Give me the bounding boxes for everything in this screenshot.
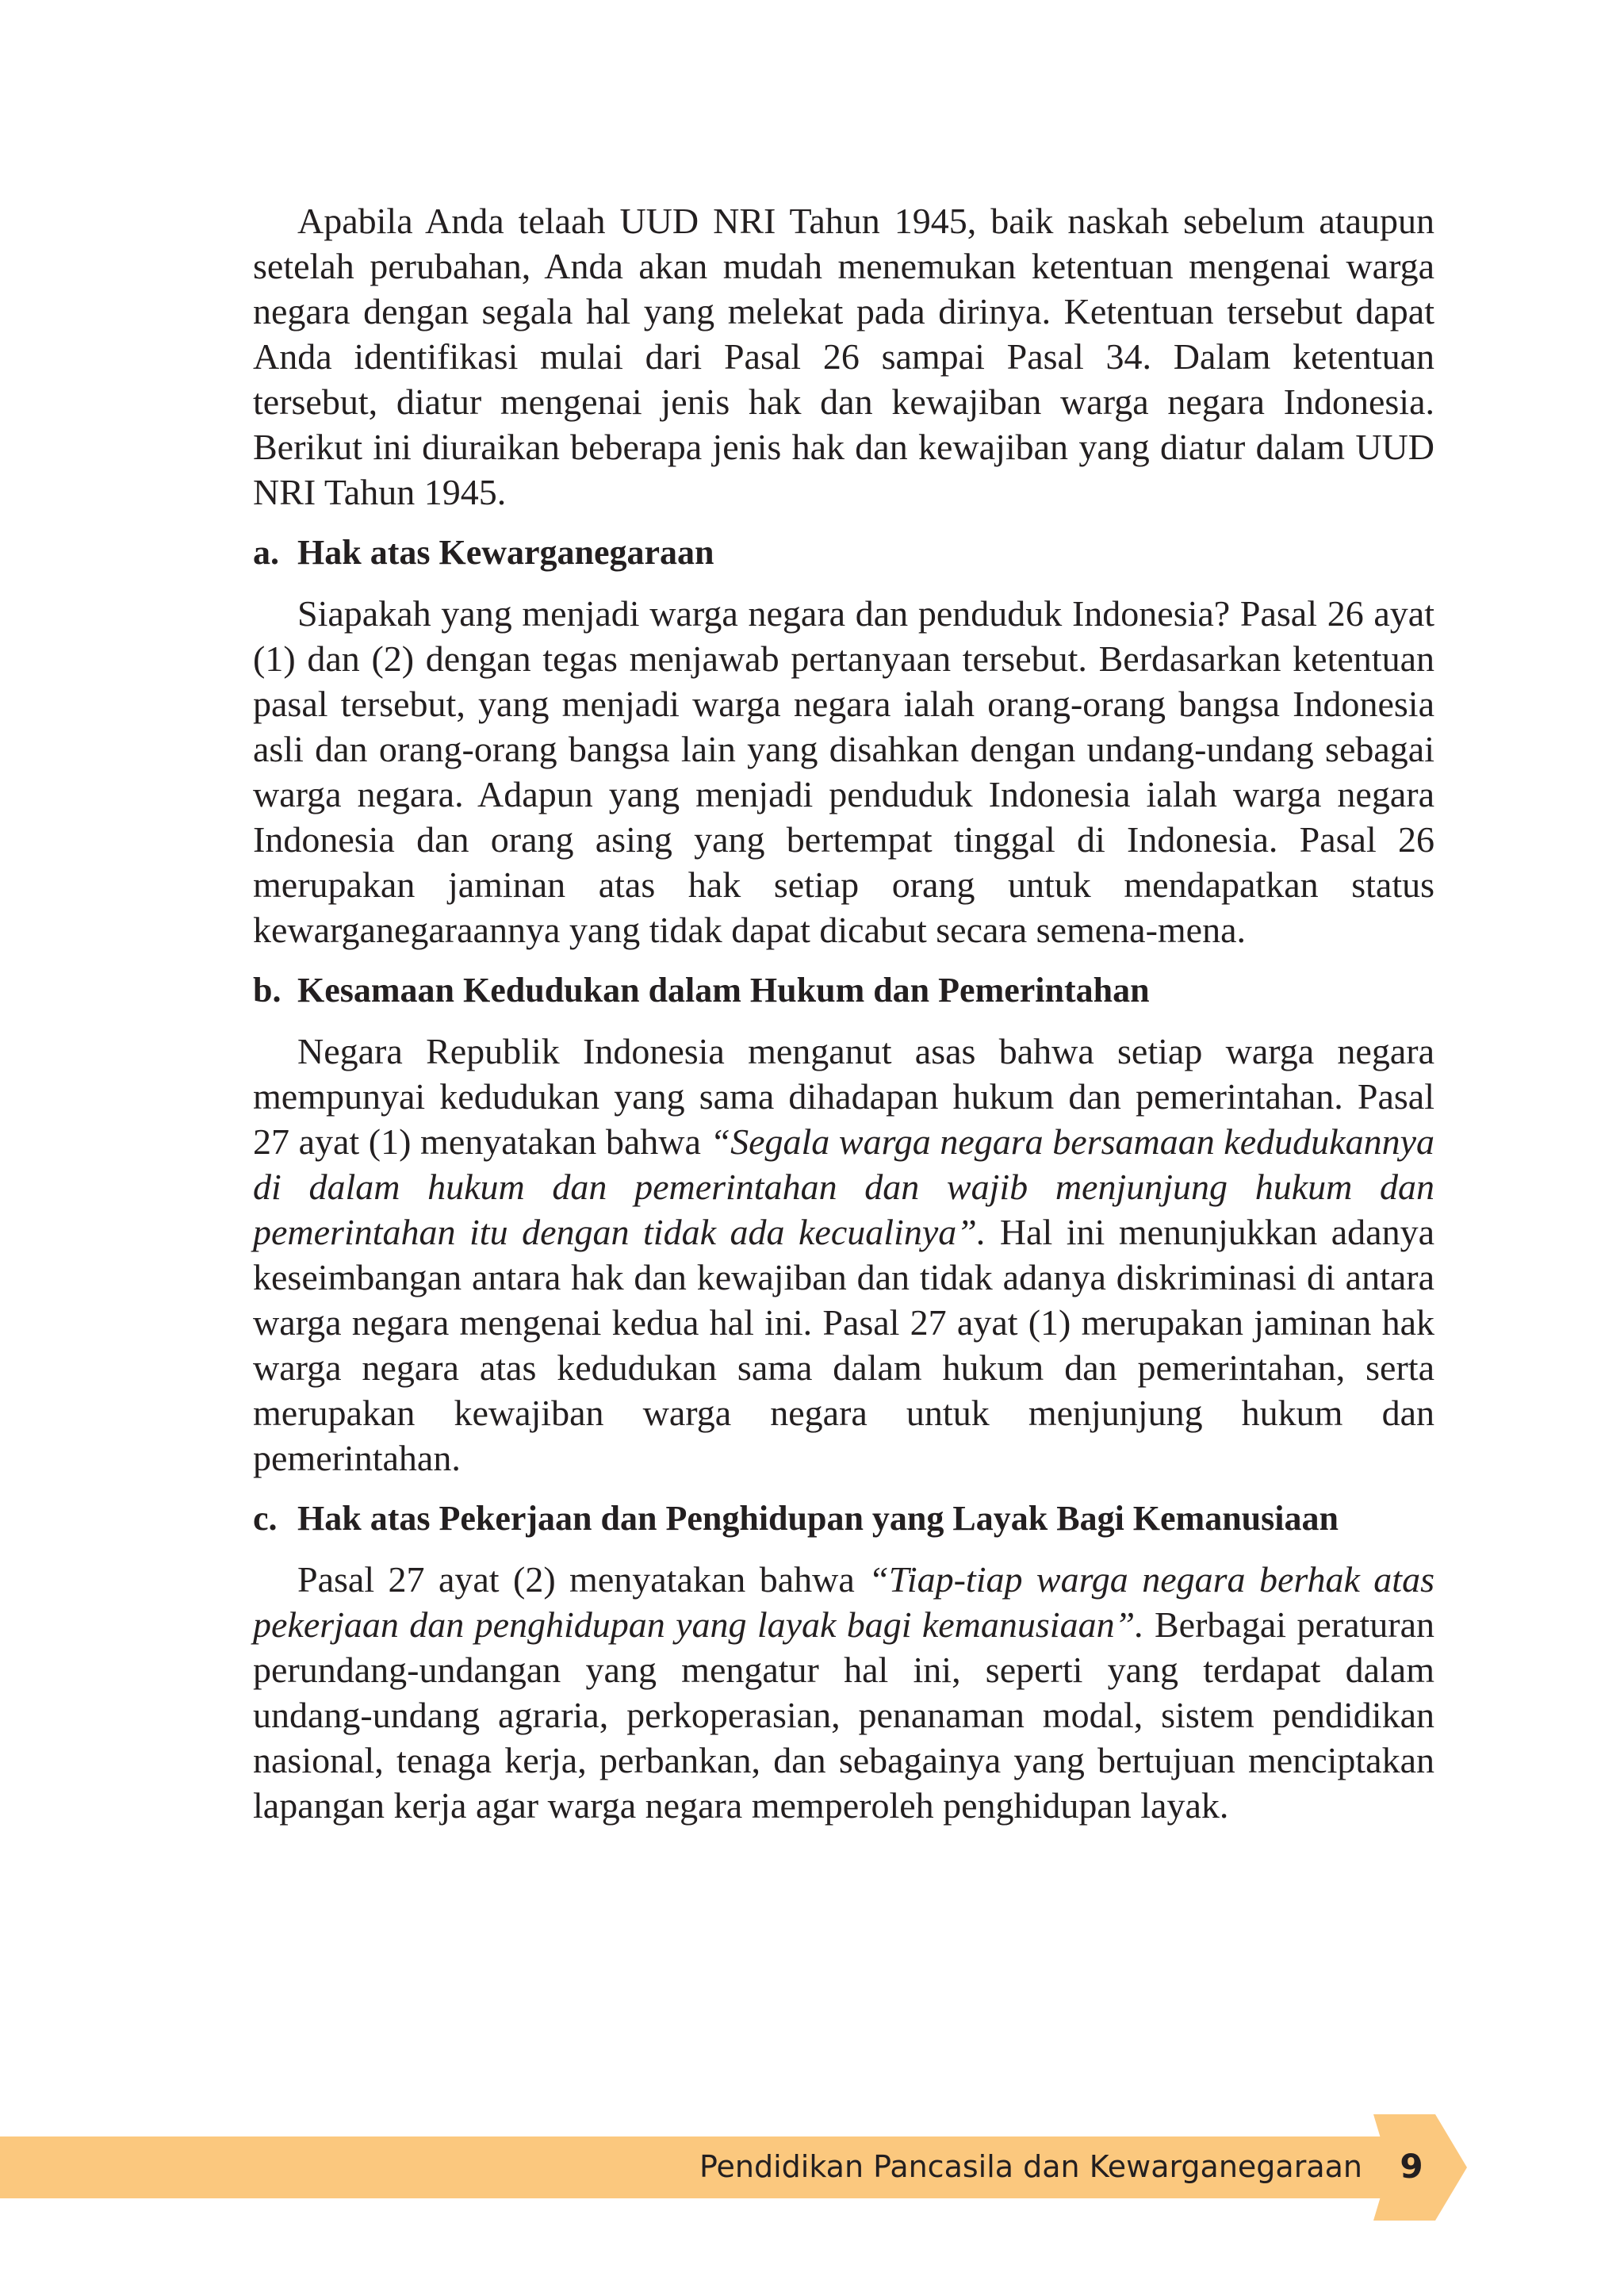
section-b-quote: “Segala warga negara bersamaan kedudukannya di dalam hukum dan pemerintahan dan wajib menjunjung hukum dan pemerintahan itu dengan tidak ada kecualinya”. [253,1121,1434,1252]
section-c-letter: c. [253,1499,278,1538]
section-c-title: Hak atas Pekerjaan dan Penghidupan yang Layak Bagi Kemanusiaan [297,1499,1339,1538]
page-number: 9 [1400,2147,1423,2186]
section-b-text-before: Negara Republik Indonesia menganut asas bahwa setiap warga negara mempunyai kedudukan yang sama dihadapan hukum dan pemerintahan. Pasal 27 ayat (1) menyatakan bahwa [253,1031,1434,1162]
section-c-quote: “Tiap-tiap warga negara berhak atas pekerjaan dan penghidupan yang layak bagi kemanusiaan”. [253,1559,1434,1645]
section-a-letter: a. [253,533,279,572]
footer-book-title: Pendidikan Pancasila dan Kewarganegaraan [699,2149,1362,2184]
page-body [253,198,1434,1828]
section-a-title: Hak atas Kewarganegaraan [297,533,714,572]
section-b-letter: b. [253,971,282,1010]
section-b-text-after: Hal ini menunjukkan adanya keseimbangan antara hak dan kewajiban dan tidak adanya diskriminasi di antara warga negara mengenai kedua hal ini. Pasal 27 ayat (1) merupakan jaminan hak warga negara atas kedudukan sama dalam hukum dan pemerintahan, serta merupakan kewajiban warga negara untuk menjunjung hukum dan pemerintahan. [253,1212,1434,1478]
section-b-paragraph [253,1029,1434,1481]
section-c-paragraph [253,1557,1434,1828]
section-c-text-after: Berbagai peraturan perundang-undangan yang mengatur hal ini, seperti yang terdapat dalam undang-undang agraria, perkoperasian, penanaman modal, sistem pendidikan nasional, tenaga kerja, perbankan, dan sebagainya yang bertujuan menciptakan lapangan kerja agar warga negara memperoleh penghidupan layak. [253,1604,1435,1826]
intro-paragraph: Apabila Anda telaah UUD NRI Tahun 1945, baik naskah sebelum ataupun setelah perubahan, Anda akan mudah menemukan ketentuan mengenai warga negara dengan segala hal yang melekat pada dirinya. Ketentuan tersebut dapat Anda identifikasi mulai dari Pasal 26 sampai Pasal 34. Dalam ketentuan tersebut, diatur mengenai jenis hak dan kewajiban warga negara Indonesia. Berikut ini diuraikan beberapa jenis hak dan kewajiban yang diatur dalam UUD NRI Tahun 1945. [253,201,1434,512]
section-a-paragraph: Siapakah yang menjadi warga negara dan penduduk Indonesia? Pasal 26 ayat (1) dan (2) dengan tegas menjawab pertanyaan tersebut. Berdasarkan ketentuan pasal tersebut, yang menjadi warga negara ialah orang-orang bangsa Indonesia asli dan orang-orang bangsa lain yang disahkan dengan undang-undang sebagai warga negara. Adapun yang menjadi penduduk Indonesia ialah warga negara Indonesia dan orang asing yang bertempat tinggal di Indonesia. Pasal 26 merupakan jaminan atas hak setiap orang untuk mendapatkan status kewarganegaraannya yang tidak dapat dicabut secara semena-mena. [253,593,1434,950]
section-a-heading [253,531,1434,575]
section-b-title: Kesamaan Kedudukan dalam Hukum dan Pemerintahan [297,971,1150,1010]
section-c-heading [253,1496,1434,1541]
section-b-heading [253,968,1434,1013]
section-c-text-before: Pasal 27 ayat (2) menyatakan bahwa [297,1559,869,1600]
